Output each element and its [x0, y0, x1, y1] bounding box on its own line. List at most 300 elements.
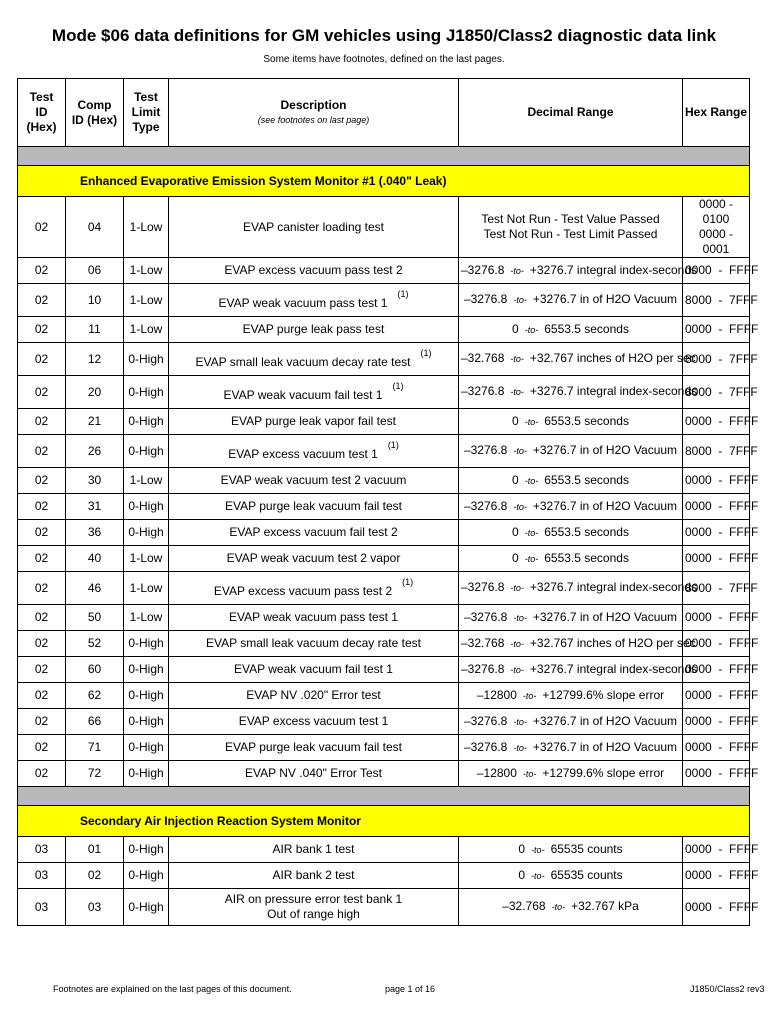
decimal-min: –3276.8 — [463, 498, 508, 513]
hex-range-text: 0000 - FFFF — [685, 688, 759, 702]
description-text: EVAP purge leak pass test — [242, 322, 385, 336]
description-text: AIR bank 2 test — [272, 868, 355, 882]
decimal-max: +32.767 kPa — [571, 899, 639, 913]
decimal-min: 0 — [512, 413, 519, 428]
table-row — [18, 284, 750, 317]
cell-description — [169, 468, 459, 494]
description-text: EVAP canister loading test — [243, 219, 384, 234]
header-hex-range: Hex Range — [683, 79, 750, 147]
cell-hex-range — [683, 468, 759, 494]
decimal-min: –3276.8 — [461, 262, 505, 277]
footnote-marker: (1) — [420, 348, 432, 358]
table-body — [18, 147, 759, 926]
section-title: Enhanced Evaporative Emission System Monitor #1 (.040" Leak) — [18, 166, 750, 197]
cell-decimal-range — [459, 709, 683, 735]
cell-limit-type: 1-Low — [124, 284, 169, 317]
cell-limit-type: 0-High — [124, 435, 169, 468]
cell-description — [169, 409, 459, 435]
cell-hex-range — [683, 709, 759, 735]
table-row — [18, 468, 750, 494]
cell-hex-range — [683, 197, 750, 258]
decimal-min: –3276.8 — [461, 384, 505, 398]
cell-hex-range — [683, 284, 758, 317]
cell-comp-id: 66 — [66, 709, 124, 735]
cell-limit-type: 1-Low — [124, 468, 169, 494]
decimal-max: +32.767 inches of H2O per sec — [529, 351, 696, 365]
range-separator: -to- — [524, 416, 539, 427]
hex-range-text: 0000 - FFFF — [685, 868, 759, 882]
cell-description — [169, 546, 459, 572]
decimal-min: –32.768 — [502, 899, 546, 913]
hex-range-text: 0000 - FFFF — [685, 551, 759, 565]
description-text: EVAP excess vacuum test 1 — [238, 714, 389, 728]
description-text: EVAP excess vacuum test 1 — [228, 447, 378, 461]
cell-test-id: 02 — [18, 761, 66, 787]
table-row — [18, 317, 750, 343]
cell-comp-id: 01 — [66, 837, 124, 863]
cell-limit-type: 0-High — [124, 889, 169, 926]
range-separator: -to- — [513, 295, 527, 305]
table-row — [18, 343, 750, 376]
decimal-max: +12799.6% slope error — [542, 687, 665, 702]
cell-hex-range — [683, 735, 759, 761]
cell-decimal-range — [459, 520, 683, 546]
decimal-max: +3276.7 in of H2O Vacuum — [532, 609, 678, 624]
cell-test-id: 03 — [18, 837, 66, 863]
cell-hex-range — [683, 605, 759, 631]
range-separator: -to- — [551, 902, 566, 912]
hex-range-text: 0000 - FFFF — [685, 499, 759, 513]
hex-range-text: 0000 - FFFF — [685, 662, 759, 676]
cell-comp-id: 02 — [66, 863, 124, 889]
cell-description — [169, 735, 459, 761]
description-text: EVAP small leak vacuum decay rate test — [206, 636, 421, 650]
table-row — [18, 409, 750, 435]
description-text: EVAP weak vacuum fail test 1 — [234, 662, 393, 676]
decimal-max: +12799.6% slope error — [542, 765, 665, 780]
decimal-max: 65535 counts — [550, 841, 623, 856]
cell-limit-type: 0-High — [124, 376, 169, 409]
cell-decimal-range — [459, 889, 683, 926]
range-separator: -to- — [524, 324, 539, 335]
cell-hex-range — [683, 863, 759, 889]
decimal-max: 65535 counts — [550, 867, 623, 882]
cell-hex-range — [683, 343, 758, 376]
description-text: EVAP NV .020" Error test — [246, 688, 381, 702]
cell-hex-range — [683, 317, 759, 343]
separator-band — [18, 787, 750, 806]
decimal-max: 6553.5 seconds — [544, 321, 629, 336]
decimal-max: 6553.5 seconds — [544, 413, 629, 428]
decimal-min: 0 — [512, 524, 519, 539]
table-row — [18, 258, 750, 284]
table-row — [18, 572, 750, 605]
decimal-max: 6553.5 seconds — [544, 472, 629, 487]
hex-range-text: 0000 - FFFF — [685, 842, 759, 856]
cell-comp-id: 21 — [66, 409, 124, 435]
cell-comp-id: 31 — [66, 494, 124, 520]
header-comp-id: Comp ID (Hex) — [66, 79, 124, 147]
decimal-range-line-2: Test Not Run - Test Limit Passed — [483, 227, 658, 241]
description-text: EVAP weak vacuum test 2 vapor — [226, 551, 401, 565]
cell-hex-range — [683, 657, 759, 683]
cell-decimal-range — [459, 317, 683, 343]
cell-comp-id: 36 — [66, 520, 124, 546]
cell-hex-range — [683, 546, 759, 572]
cell-limit-type: 0-High — [124, 494, 169, 520]
cell-hex-range — [683, 889, 759, 926]
cell-test-id: 02 — [18, 284, 66, 317]
range-separator: -to- — [522, 690, 537, 701]
decimal-min: –3276.8 — [463, 609, 508, 624]
cell-decimal-range — [459, 735, 683, 761]
cell-test-id: 02 — [18, 735, 66, 761]
table-row — [18, 735, 750, 761]
cell-decimal-range — [459, 837, 683, 863]
range-separator: -to- — [513, 716, 527, 727]
page-title: Mode $06 data definitions for GM vehicles using J1850/Class2 diagnostic data link — [51, 26, 717, 45]
cell-decimal-range — [459, 258, 698, 284]
decimal-min: 0 — [518, 867, 526, 882]
decimal-min: –32.768 — [461, 351, 505, 365]
description-text: EVAP excess vacuum fail test 2 — [229, 525, 398, 539]
decimal-min: 0 — [512, 550, 519, 565]
cell-limit-type: 1-Low — [124, 197, 169, 258]
decimal-max: 6553.5 seconds — [544, 550, 629, 565]
range-separator: -to- — [510, 638, 524, 649]
hex-range-text: 0000 - FFFF — [685, 473, 759, 487]
table-row — [18, 631, 750, 657]
cell-test-id: 03 — [18, 889, 66, 926]
decimal-min: –3276.8 — [461, 661, 505, 676]
decimal-min: 0 — [512, 321, 519, 336]
separator-band — [18, 147, 750, 166]
table-row — [18, 709, 750, 735]
description-text: EVAP excess vacuum pass test 2 — [224, 263, 403, 277]
cell-description — [169, 317, 459, 343]
cell-test-id: 02 — [18, 683, 66, 709]
cell-decimal-range — [459, 409, 683, 435]
footnote-marker: (1) — [402, 577, 414, 587]
cell-decimal-range — [459, 863, 683, 889]
cell-comp-id: 46 — [66, 572, 124, 605]
table-row — [18, 376, 750, 409]
cell-test-id: 02 — [18, 468, 66, 494]
range-separator: -to- — [531, 844, 545, 855]
range-separator: -to- — [513, 501, 527, 512]
cell-hex-range — [683, 494, 759, 520]
range-separator: -to- — [524, 553, 539, 564]
hex-range-text: 0000 - FFFF — [685, 610, 759, 624]
cell-comp-id: 06 — [66, 258, 124, 284]
header-description-label: Description — [280, 97, 347, 112]
cell-test-id: 02 — [18, 197, 66, 258]
hex-range-text: 8000 - 7FFF — [685, 351, 758, 366]
cell-description — [169, 657, 459, 683]
cell-comp-id: 12 — [66, 343, 124, 376]
cell-description — [169, 520, 459, 546]
cell-description — [169, 605, 459, 631]
description-text: AIR bank 1 test — [272, 842, 355, 856]
cell-hex-range — [683, 376, 758, 409]
header-test-id: Test ID (Hex) — [18, 79, 66, 147]
footer-note: Footnotes are explained on the last pages of this document. — [53, 984, 292, 994]
table-row — [18, 494, 750, 520]
cell-test-id: 02 — [18, 258, 66, 284]
cell-test-id: 02 — [18, 572, 66, 605]
range-separator: -to- — [513, 446, 527, 456]
doc-revision: J1850/Class2 rev3 — [690, 984, 765, 994]
cell-comp-id: 20 — [66, 376, 124, 409]
range-separator: -to- — [510, 583, 524, 593]
table-row — [18, 889, 750, 926]
cell-test-id: 02 — [18, 343, 66, 376]
cell-test-id: 02 — [18, 631, 66, 657]
description-line-1: AIR on pressure error test bank 1 — [224, 892, 403, 906]
range-separator: -to- — [531, 870, 545, 881]
description-text: EVAP excess vacuum pass test 2 — [213, 584, 393, 598]
cell-test-id: 02 — [18, 520, 66, 546]
description-text: EVAP weak vacuum pass test 1 — [218, 296, 388, 310]
decimal-max: +3276.7 in of H2O Vacuum — [532, 292, 678, 306]
cell-description — [169, 631, 459, 657]
page-subtitle: Some items have footnotes, defined on the last pages. — [263, 54, 505, 65]
cell-decimal-range — [459, 657, 698, 683]
decimal-min: –3276.8 — [463, 713, 508, 728]
cell-comp-id: 50 — [66, 605, 124, 631]
cell-decimal-range — [459, 494, 683, 520]
range-separator: -to- — [510, 265, 524, 276]
cell-hex-range — [683, 520, 759, 546]
cell-description — [169, 761, 459, 787]
cell-hex-range — [683, 409, 759, 435]
decimal-min: –32.768 — [461, 635, 505, 650]
cell-comp-id: 11 — [66, 317, 124, 343]
cell-decimal-range — [459, 683, 683, 709]
cell-limit-type: 0-High — [124, 837, 169, 863]
description-line-2: Out of range high — [267, 907, 360, 921]
section-separator — [18, 147, 750, 166]
cell-decimal-range — [459, 197, 683, 258]
header-row — [18, 79, 750, 147]
section-header-row — [18, 166, 750, 197]
cell-limit-type: 0-High — [124, 709, 169, 735]
decimal-max: 6553.5 seconds — [544, 524, 629, 539]
header-description — [169, 79, 459, 147]
cell-hex-range — [683, 761, 759, 787]
cell-limit-type: 0-High — [124, 409, 169, 435]
cell-description — [169, 889, 459, 926]
cell-decimal-range — [459, 605, 683, 631]
hex-range-line-1: 0000 - 0100 — [698, 197, 734, 226]
header-decimal-range: Decimal Range — [459, 79, 683, 147]
cell-decimal-range — [459, 631, 696, 657]
cell-decimal-range — [459, 284, 683, 317]
cell-comp-id: 04 — [66, 197, 124, 258]
table-row — [18, 197, 750, 258]
decimal-max: +3276.7 in of H2O Vacuum — [532, 498, 678, 513]
cell-test-id: 02 — [18, 435, 66, 468]
decimal-max: +3276.7 in of H2O Vacuum — [532, 713, 678, 728]
description-text: EVAP purge leak vacuum fail test — [225, 499, 402, 513]
footnote-marker: (1) — [397, 289, 409, 299]
cell-comp-id: 26 — [66, 435, 124, 468]
cell-decimal-range — [459, 435, 683, 468]
table-row — [18, 683, 750, 709]
range-separator: -to- — [513, 742, 527, 753]
decimal-min: 0 — [512, 472, 519, 487]
cell-hex-range — [683, 435, 758, 468]
cell-description — [169, 837, 459, 863]
mode06-table — [17, 78, 759, 926]
description-text: EVAP purge leak vapor fail test — [231, 414, 396, 428]
cell-hex-range — [683, 631, 759, 657]
cell-decimal-range — [459, 468, 683, 494]
section-separator — [18, 787, 750, 806]
cell-comp-id: 71 — [66, 735, 124, 761]
table-row — [18, 605, 750, 631]
table-row — [18, 546, 750, 572]
hex-range-text: 8000 - 7FFF — [685, 443, 758, 458]
description-text: EVAP weak vacuum test 2 vacuum — [220, 473, 407, 487]
cell-decimal-range — [459, 761, 683, 787]
cell-decimal-range — [459, 572, 698, 605]
cell-limit-type: 1-Low — [124, 546, 169, 572]
description-text: EVAP purge leak vacuum fail test — [225, 740, 402, 754]
decimal-min: –3276.8 — [461, 580, 505, 594]
cell-description — [169, 683, 459, 709]
decimal-min: –3276.8 — [463, 443, 508, 457]
header-limit-type: Test Limit Type — [124, 79, 169, 147]
cell-test-id: 02 — [18, 317, 66, 343]
cell-description — [169, 376, 459, 409]
hex-range-line-2: 0000 - 0001 — [698, 227, 734, 256]
cell-limit-type: 0-High — [124, 761, 169, 787]
cell-limit-type: 0-High — [124, 683, 169, 709]
hex-range-text: 0000 - FFFF — [685, 636, 759, 650]
cell-limit-type: 0-High — [124, 657, 169, 683]
footnote-marker: (1) — [387, 440, 399, 450]
cell-limit-type: 0-High — [124, 735, 169, 761]
hex-range-text: 0000 - FFFF — [685, 714, 759, 728]
description-text: EVAP weak vacuum fail test 1 — [223, 388, 383, 402]
cell-limit-type: 1-Low — [124, 258, 169, 284]
range-separator: -to- — [510, 664, 524, 675]
description-text: EVAP weak vacuum pass test 1 — [229, 610, 398, 624]
cell-decimal-range — [459, 546, 683, 572]
cell-hex-range — [683, 258, 759, 284]
footnote-marker: (1) — [392, 381, 404, 391]
section-title: Secondary Air Injection Reaction System Monitor — [18, 806, 750, 837]
hex-range-text: 8000 - 7FFF — [685, 580, 758, 595]
hex-range-text: 0000 - FFFF — [685, 414, 759, 428]
cell-description — [169, 343, 459, 376]
cell-limit-type: 0-High — [124, 343, 169, 376]
decimal-max: +3276.7 in of H2O Vacuum — [532, 739, 678, 754]
cell-test-id: 02 — [18, 709, 66, 735]
decimal-max: +32.767 inches of H2O per sec — [529, 635, 696, 650]
hex-range-text: 0000 - FFFF — [685, 525, 759, 539]
cell-comp-id: 52 — [66, 631, 124, 657]
cell-comp-id: 10 — [66, 284, 124, 317]
cell-limit-type: 1-Low — [124, 605, 169, 631]
table-row — [18, 863, 750, 889]
cell-limit-type: 0-High — [124, 520, 169, 546]
cell-test-id: 02 — [18, 546, 66, 572]
cell-description — [169, 435, 459, 468]
decimal-min: 0 — [518, 841, 526, 856]
cell-hex-range — [683, 572, 758, 605]
cell-limit-type: 1-Low — [124, 572, 169, 605]
cell-test-id: 02 — [18, 605, 66, 631]
table-row — [18, 657, 750, 683]
cell-test-id: 02 — [18, 409, 66, 435]
cell-description — [169, 494, 459, 520]
table-row — [18, 761, 750, 787]
decimal-max: +3276.7 integral index-seconds — [529, 580, 698, 594]
cell-comp-id: 03 — [66, 889, 124, 926]
cell-test-id: 02 — [18, 376, 66, 409]
decimal-max: +3276.7 integral index-seconds — [529, 661, 698, 676]
hex-range-text: 0000 - FFFF — [685, 766, 759, 780]
cell-hex-range — [683, 837, 759, 863]
hex-range-text: 8000 - 7FFF — [685, 292, 758, 307]
cell-limit-type: 0-High — [124, 631, 169, 657]
range-separator: -to- — [524, 527, 539, 538]
cell-description — [169, 284, 459, 317]
hex-range-text: 8000 - 7FFF — [685, 384, 758, 399]
cell-comp-id: 30 — [66, 468, 124, 494]
description-text: EVAP NV .040" Error Test — [245, 766, 382, 780]
cell-decimal-range — [459, 376, 698, 409]
range-separator: -to- — [510, 387, 524, 397]
decimal-min: –12800 — [476, 765, 517, 780]
table-row — [18, 435, 750, 468]
decimal-range-line-1: Test Not Run - Test Value Passed — [481, 212, 660, 226]
decimal-max: +3276.7 in of H2O Vacuum — [532, 443, 678, 457]
page-number: page 1 of 16 — [385, 984, 436, 994]
hex-range-text: 0000 - FFFF — [685, 899, 759, 914]
cell-test-id: 02 — [18, 657, 66, 683]
cell-description — [169, 197, 459, 258]
cell-test-id: 02 — [18, 494, 66, 520]
range-separator: -to- — [513, 612, 527, 623]
cell-description — [169, 572, 459, 605]
hex-range-text: 0000 - FFFF — [685, 263, 759, 277]
cell-description — [169, 258, 459, 284]
section-header-row — [18, 806, 750, 837]
cell-description — [169, 709, 459, 735]
table-row — [18, 520, 750, 546]
decimal-max: +3276.7 integral index-seconds — [529, 384, 698, 398]
description-text: EVAP small leak vacuum decay rate test — [195, 355, 411, 369]
decimal-min: –3276.8 — [463, 292, 508, 306]
hex-range-text: 0000 - FFFF — [685, 322, 759, 336]
cell-description — [169, 863, 459, 889]
cell-comp-id: 72 — [66, 761, 124, 787]
table-row — [18, 837, 750, 863]
decimal-max: +3276.7 integral index-seconds — [529, 262, 698, 277]
decimal-min: –12800 — [476, 687, 517, 702]
hex-range-text: 0000 - FFFF — [685, 740, 759, 754]
cell-limit-type: 1-Low — [124, 317, 169, 343]
range-separator: -to- — [510, 354, 524, 364]
cell-comp-id: 62 — [66, 683, 124, 709]
cell-limit-type: 0-High — [124, 863, 169, 889]
range-separator: -to- — [522, 768, 537, 779]
cell-comp-id: 40 — [66, 546, 124, 572]
cell-comp-id: 60 — [66, 657, 124, 683]
